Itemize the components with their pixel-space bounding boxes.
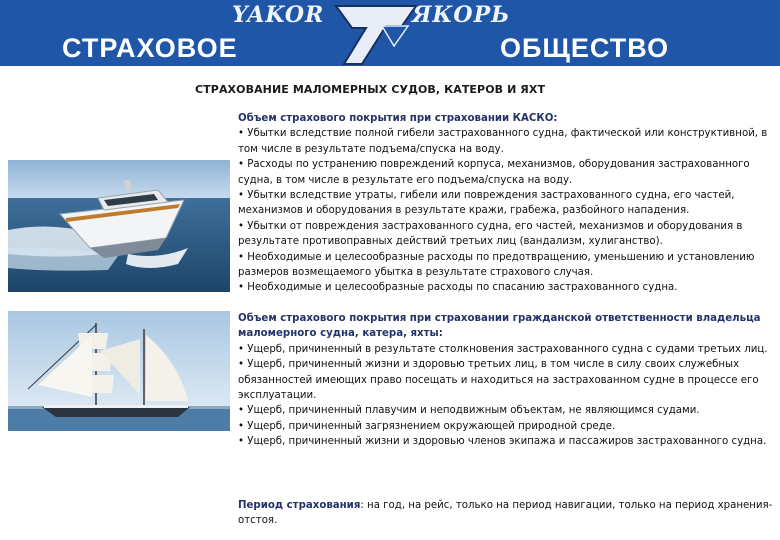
header-banner	[0, 0, 780, 66]
liability-item: • Ущерб, причиненный в результате столкновения застрахованного судна с судами третьих лиц.	[238, 343, 768, 355]
header-word-right: ОБЩЕСТВО	[500, 33, 670, 63]
period-text	[238, 498, 778, 529]
liability-item: • Ущерб, причиненный жизни и здоровью третьих лиц, в том числе в силу своих служебных обязанностей имеющих право посещать и находиться на застрахованном судне в процессе его эксплуатации.	[238, 359, 759, 402]
logo-latin-text: YAKOR	[232, 2, 325, 28]
period-label: Период страхования	[238, 500, 361, 511]
kasko-heading: Объем страхового покрытия при страховании КАСКО:	[238, 113, 558, 124]
header-word-left: СТРАХОВОЕ	[62, 33, 238, 63]
logo-emblem-icon	[322, 4, 426, 66]
kasko-item: • Необходимые и целесообразные расходы по спасанию застрахованного судна.	[238, 282, 678, 294]
kasko-item: • Расходы по устранению повреждений корпуса, механизмов, оборудования застрахованного судна, в том числе в результате его подъема/спуска на воду.	[238, 159, 750, 186]
period-section	[238, 498, 778, 529]
liability-item: • Ущерб, причиненный плавучим и неподвижным объектам, не являющимся судами.	[238, 405, 700, 417]
sailship-photo	[8, 311, 230, 431]
kasko-item: • Убытки вследствие полной гибели застрахованного судна, фактической или конструктивной, в том числе в результате подъема/спуска на воду.	[238, 128, 768, 155]
liability-section	[238, 311, 778, 450]
period-value: : на год, на рейс, только на период навигации, только на период хранения-отстоя.	[238, 500, 773, 527]
motorboat-photo	[8, 160, 230, 292]
liability-item: • Ущерб, причиненный жизни и здоровью членов экипажа и пассажиров застрахованного судна.	[238, 436, 767, 448]
liability-item: • Ущерб, причиненный загрязнением окружающей природной среде.	[238, 420, 616, 432]
kasko-item: • Убытки от повреждения застрахованного судна, его частей, механизмов и оборудования в результате противоправных действий третьих лиц (вандализм, хулиганство).	[238, 220, 743, 248]
kasko-section	[238, 111, 778, 296]
kasko-item: • Необходимые и целесообразные расходы по предотвращению, уменьшению и установлению размеров возмещаемого убытка в результате страхового случая.	[238, 251, 755, 279]
logo-cyrillic-text: ЯКОРЬ	[412, 2, 511, 28]
page-title: СТРАХОВАНИЕ МАЛОМЕРНЫХ СУДОВ, КАТЕРОВ И ЯХТ	[195, 83, 546, 96]
kasko-item: • Убытки вследствие утраты, гибели или повреждения застрахованного судна, его частей, механизмов и оборудования в результате кражи, грабежа, разбойного нападения.	[238, 190, 735, 217]
liability-heading: Объем страхового покрытия при страховании гражданской ответственности владельца маломерного судна, катера, яхты:	[238, 313, 761, 340]
